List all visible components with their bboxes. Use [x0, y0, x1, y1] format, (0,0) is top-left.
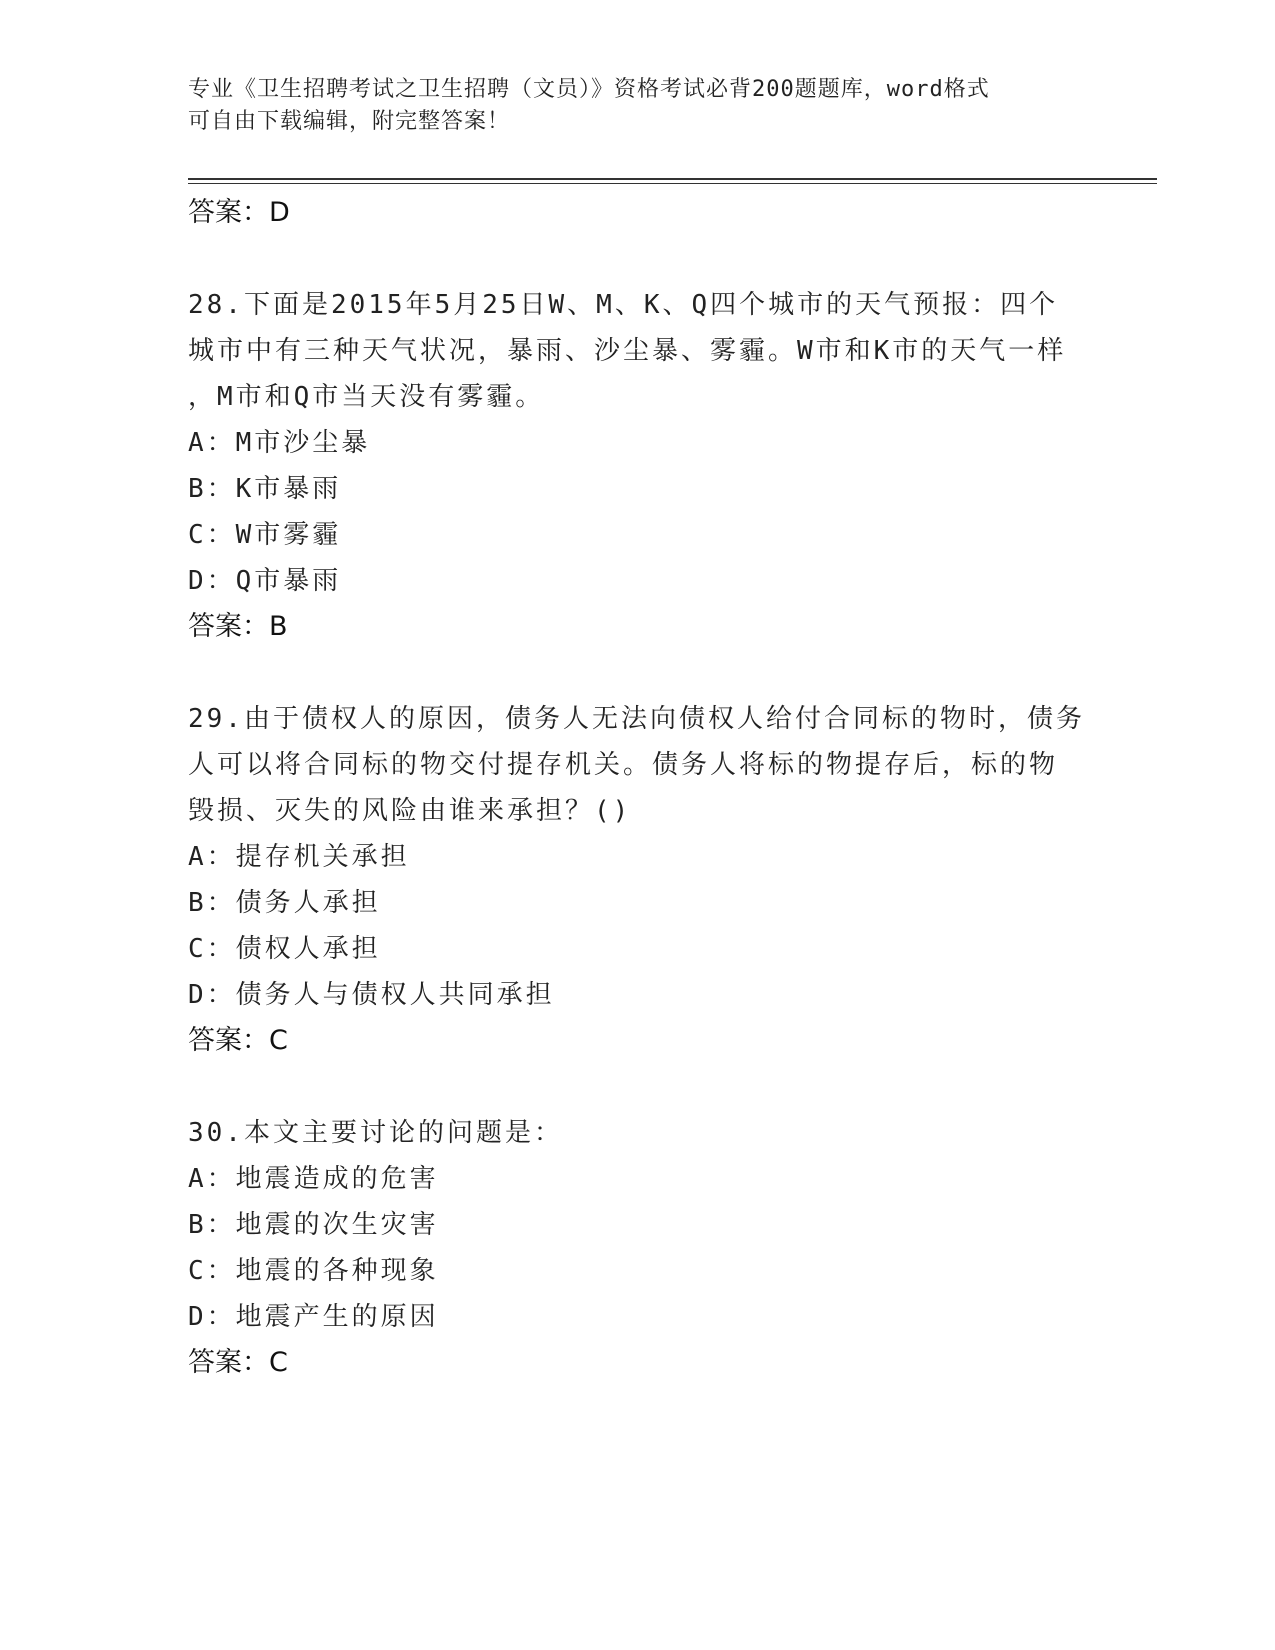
answer-29: 答案：C: [188, 1025, 288, 1056]
option-a: A：地震造成的危害: [188, 1164, 439, 1194]
question-text-line: 29.由于债权人的原因，债务人无法向债权人给付合同标的物时，债务: [188, 704, 1085, 734]
header-line-2: 可自由下载编辑，附完整答案！: [188, 109, 511, 134]
option-a: A：提存机关承担: [188, 842, 410, 872]
option-c: C：地震的各种现象: [188, 1256, 439, 1286]
header-divider-thin: [188, 183, 1157, 184]
answer-30: 答案：C: [188, 1347, 288, 1378]
question-text-line: 28.下面是2015年5月25日W、M、K、Q四个城市的天气预报：四个: [188, 290, 1059, 320]
answer-27: 答案：D: [188, 197, 290, 228]
option-c: C：债权人承担: [188, 934, 381, 964]
header-divider-thick: [188, 178, 1157, 180]
option-a: A：M市沙尘暴: [188, 428, 371, 458]
option-b: B：地震的次生灾害: [188, 1210, 439, 1240]
option-b: B：K市暴雨: [188, 474, 342, 504]
option-d: D：地震产生的原因: [188, 1302, 439, 1332]
question-30: [188, 1110, 1088, 1386]
option-b: B：债务人承担: [188, 888, 381, 918]
option-d: D：债务人与债权人共同承担: [188, 980, 555, 1010]
header-line-1: 专业《卫生招聘考试之卫生招聘（文员）》资格考试必背200题题库，word格式: [188, 77, 990, 102]
option-c: C：W市雾霾: [188, 520, 342, 550]
question-text-line: 人可以将合同标的物交付提存机关。债务人将标的物提存后，标的物: [188, 750, 1059, 780]
question-text-line: 毁损、灭失的风险由谁来承担？(): [188, 796, 632, 826]
document-body: [188, 190, 1088, 1386]
question-28: [188, 282, 1088, 650]
option-d: D：Q市暴雨: [188, 566, 342, 596]
answer-28: 答案：B: [188, 611, 288, 642]
question-29: [188, 696, 1088, 1064]
question-text-line: 30.本文主要讨论的问题是：: [188, 1118, 563, 1148]
question-text-line: ，M市和Q市当天没有雾霾。: [188, 382, 545, 412]
question-text-line: 城市中有三种天气状况，暴雨、沙尘暴、雾霾。W市和K市的天气一样: [188, 336, 1067, 366]
document-header: [188, 74, 1088, 138]
